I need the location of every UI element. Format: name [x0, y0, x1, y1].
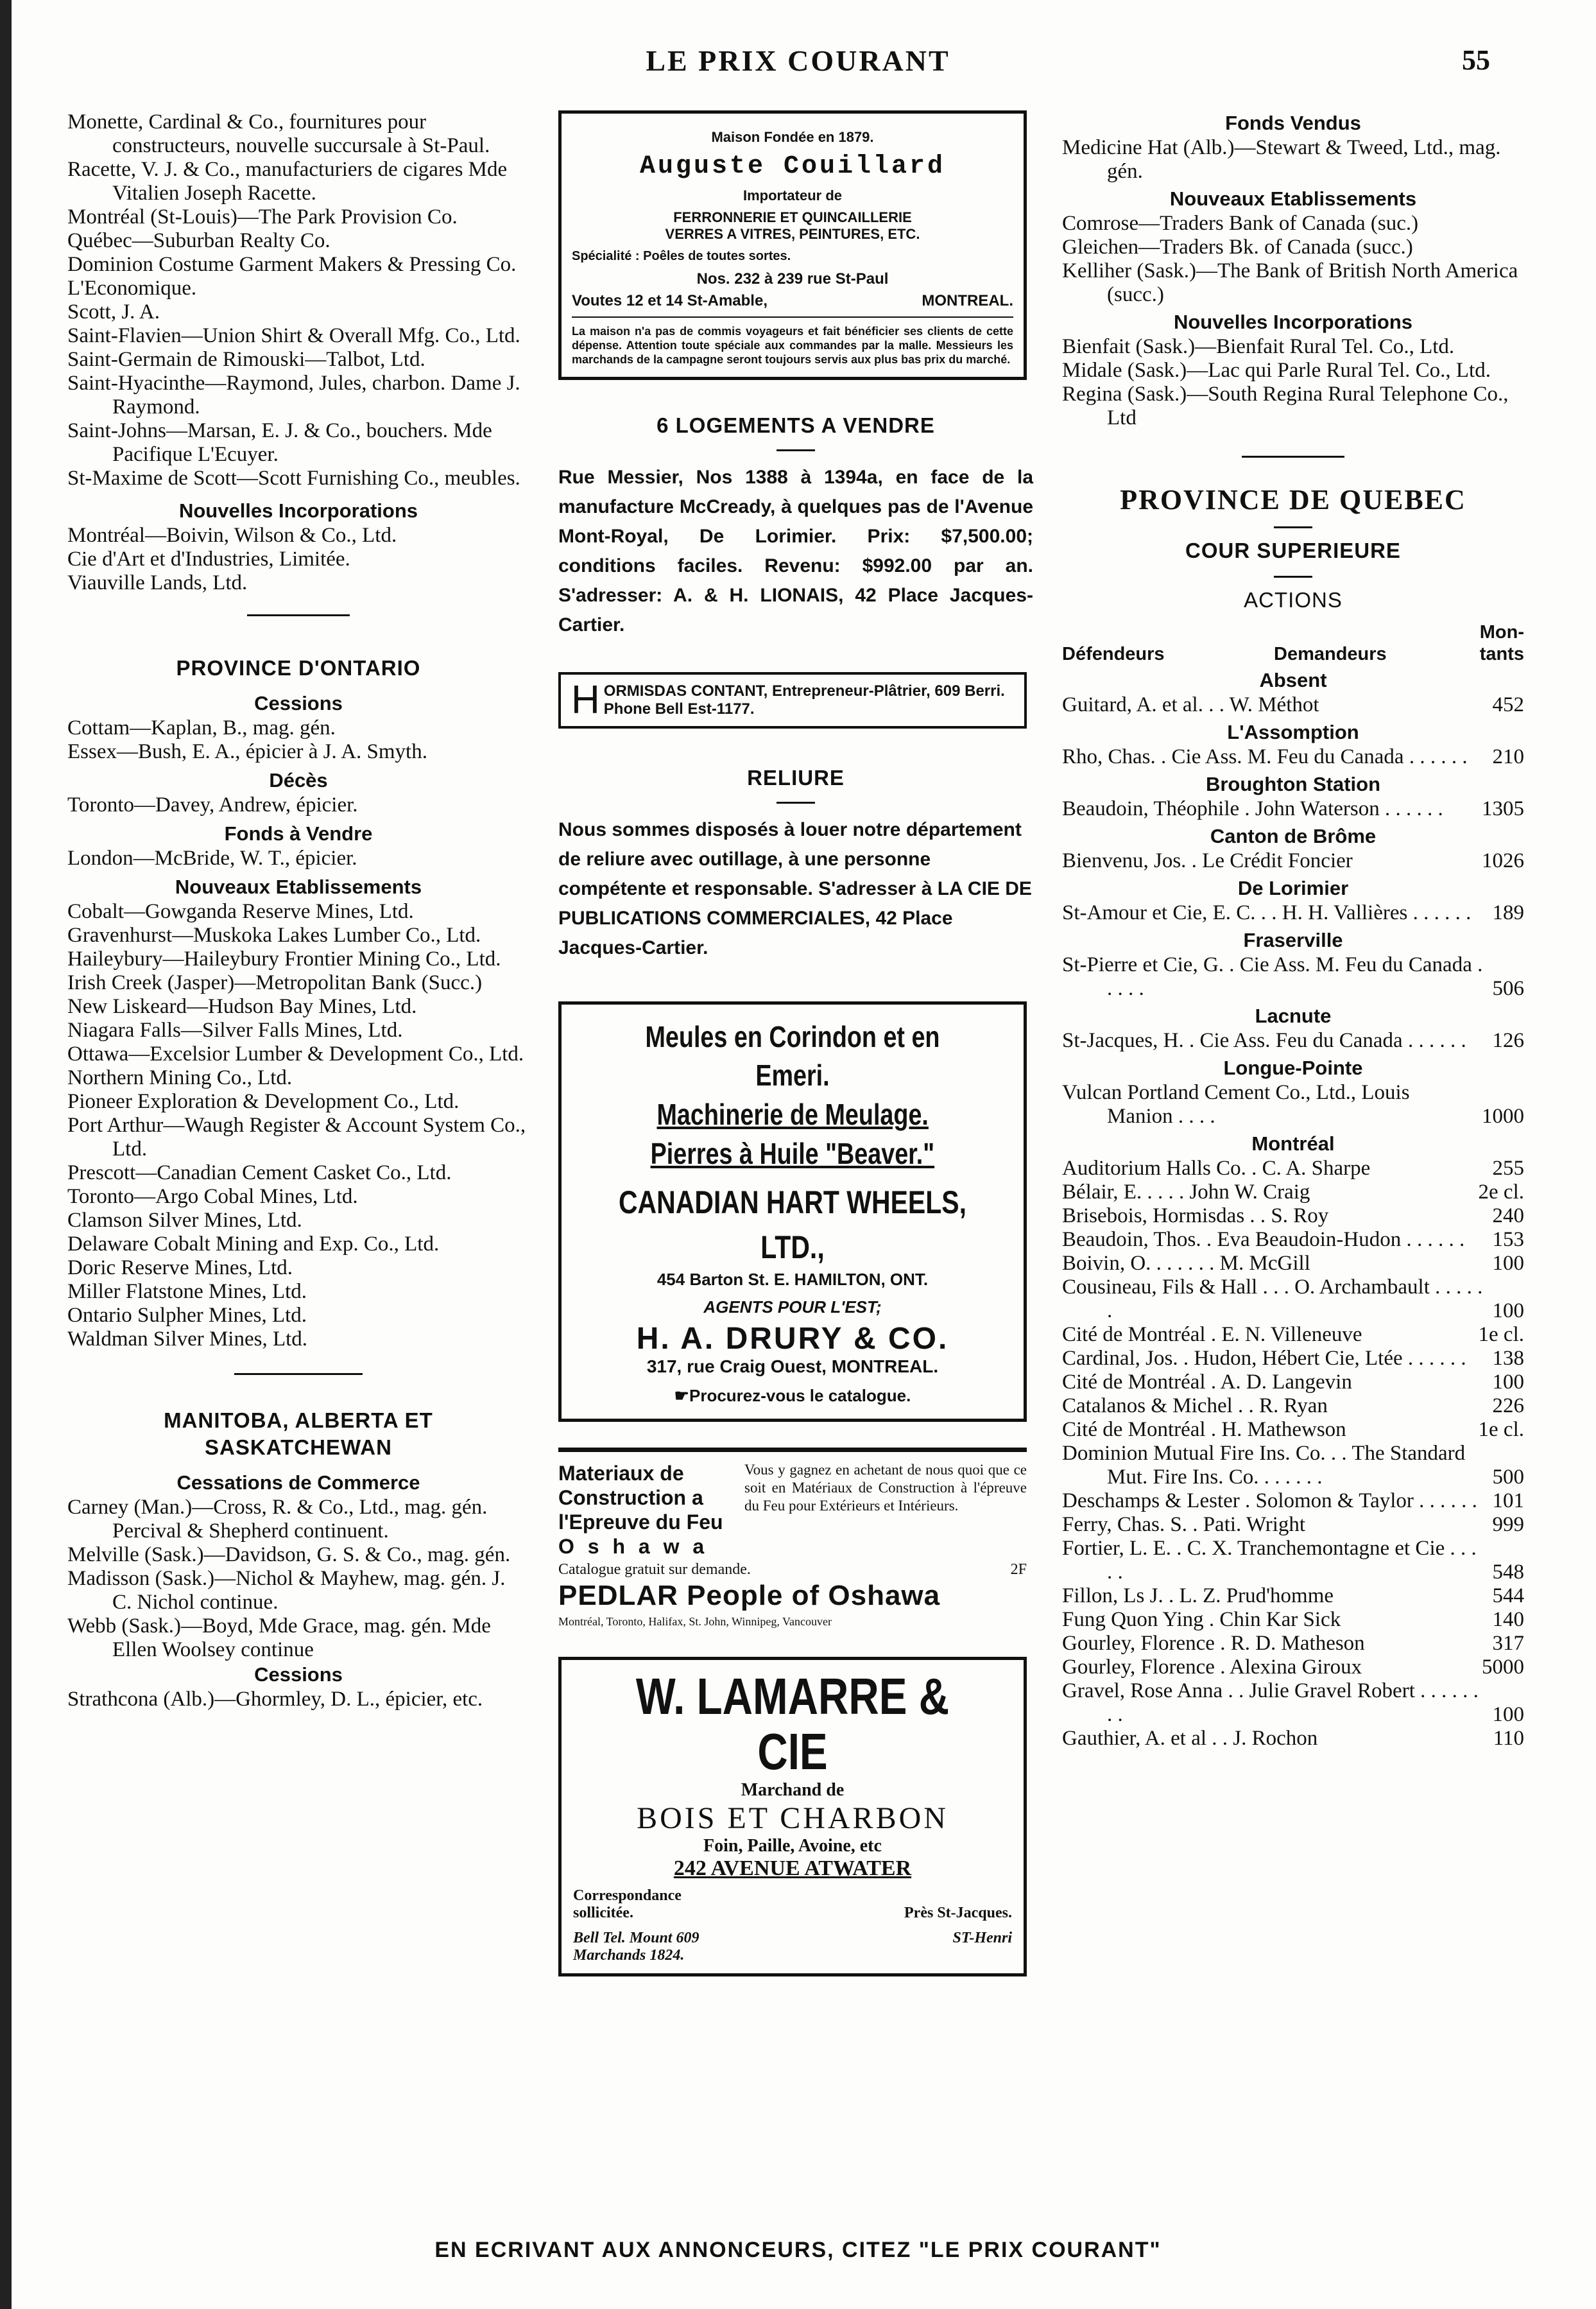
page-number: 55 — [1462, 44, 1490, 76]
table-row — [1062, 1679, 1524, 1727]
table-header — [1062, 621, 1524, 665]
list-item: L'Economique. — [67, 277, 197, 300]
ad-line: l'Epreuve du Feu — [558, 1510, 723, 1534]
notice-title: 6 LOGEMENTS A VENDRE — [656, 413, 935, 437]
action-parties: Gourley, Florence . Alexina Giroux — [1062, 1656, 1362, 1679]
action-amount: 317 — [1492, 1632, 1524, 1655]
table-row — [1062, 1029, 1524, 1053]
list-item: Strathcona (Alb.)—Ghormley, D. L., épicier, etc. — [67, 1688, 483, 1711]
list-item: Toronto—Argo Cobal Mines, Ltd. — [67, 1185, 358, 1208]
section-title: Cessations de Commerce — [176, 1471, 420, 1494]
ad-line: Près St-Jacques. — [904, 1905, 1012, 1921]
ad-line: sollicitée. — [573, 1905, 633, 1921]
action-amount: 100 — [1492, 1371, 1524, 1394]
ad-code: 2F — [1010, 1561, 1027, 1578]
list-item: Cobalt—Gowganda Reserve Mines, Ltd. — [67, 900, 414, 923]
place-heading: Fraserville — [1243, 929, 1343, 951]
ad-contant — [558, 672, 1027, 729]
pointing-hand-icon: ☛ — [674, 1386, 689, 1405]
action-parties: Cité de Montréal . H. Mathewson — [1062, 1418, 1346, 1441]
entries-list — [1062, 212, 1524, 307]
list-item: Montréal (St-Louis)—The Park Provision Co. — [67, 205, 458, 229]
table-row — [1062, 1323, 1524, 1347]
table-row — [1062, 849, 1524, 873]
section-title: Fonds à Vendre — [224, 822, 373, 845]
ad-address: 454 Barton St. E. HAMILTON, ONT. — [656, 1270, 929, 1289]
ad-line: Machinerie de Meulage. — [656, 1098, 929, 1131]
table-row — [1062, 1608, 1524, 1632]
page-header — [0, 44, 1596, 89]
place-heading: Broughton Station — [1205, 773, 1381, 795]
list-item: Dominion Costume Garment Makers & Pressing Co. — [67, 253, 517, 276]
action-parties: Vulcan Portland Cement Co., Ltd., Louis Manion . . . . — [1062, 1081, 1410, 1128]
action-amount: 452 — [1492, 693, 1524, 716]
divider — [234, 1373, 363, 1375]
action-amount: 548 — [1492, 1561, 1524, 1584]
table-row — [1062, 1394, 1524, 1418]
action-parties: Fillon, Ls J. . L. Z. Prud'homme — [1062, 1584, 1334, 1607]
divider — [1274, 526, 1312, 528]
entries-list — [1062, 136, 1524, 184]
action-parties: Ferry, Chas. S. . Pati. Wright — [1062, 1513, 1306, 1536]
entries-list — [67, 847, 529, 870]
list-item: Delaware Cobalt Mining and Exp. Co., Ltd. — [67, 1232, 440, 1256]
action-amount: 1026 — [1482, 849, 1524, 872]
ad-text: Vous y gagnez en achetant de nous quoi que ce soit en Matériaux de Construction à l'épreuve du Feu pour Extérieurs et Intérieurs. — [744, 1462, 1027, 1514]
ad-founded: Maison Fondée en 1879. — [711, 129, 874, 145]
table-row — [1062, 1081, 1524, 1129]
table-row — [1062, 1180, 1524, 1204]
table-row — [1062, 1489, 1524, 1513]
actions-table — [1062, 668, 1524, 1751]
action-amount: 506 — [1492, 977, 1524, 1000]
action-parties: Brisebois, Hormisdas . . S. Roy — [1062, 1204, 1329, 1227]
page-footer: EN ECRIVANT AUX ANNONCEURS, CITEZ "LE PRIX COURANT" — [434, 2238, 1162, 2262]
table-row — [1062, 1632, 1524, 1656]
action-amount: 999 — [1492, 1513, 1524, 1536]
ad-line: AGENTS POUR L'EST; — [703, 1297, 882, 1317]
action-parties: St-Amour et Cie, E. C. . . H. H. Vallières . . . . . . — [1062, 901, 1472, 924]
action-amount: 226 — [1492, 1394, 1524, 1417]
place-heading: Absent — [1259, 669, 1327, 691]
ad-city: MONTREAL. — [922, 292, 1013, 309]
list-item: Webb (Sask.)—Boyd, Mde Grace, mag. gén. Mde Ellen Woolsey continue — [67, 1614, 491, 1661]
table-row — [1062, 1537, 1524, 1584]
divider — [572, 316, 1013, 318]
divider — [777, 802, 815, 804]
ad-address: 242 AVENUE ATWATER — [673, 1856, 912, 1880]
list-item: Bienfait (Sask.)—Bienfait Rural Tel. Co., Ltd. — [1062, 335, 1455, 358]
place-heading: Montréal — [1251, 1132, 1335, 1155]
action-parties: Gourley, Florence . R. D. Matheson — [1062, 1632, 1365, 1655]
entries-list — [67, 1496, 529, 1662]
column-right — [1062, 110, 1524, 1751]
ad-line: FERRONNERIE ET QUINCAILLERIE — [673, 209, 912, 225]
action-amount: 2e cl. — [1478, 1180, 1524, 1204]
table-row — [1062, 1276, 1524, 1323]
ad-note: La maison n'a pas de commis voyageurs et fait bénéficier ses clients de cette dépense. Attention toute spéciale aux commandes par la malle. Messieurs les marchands de la campagne seront toujours servis aux plus bas prix du marché. — [572, 325, 1013, 366]
table-row — [1062, 797, 1524, 821]
ad-meules — [558, 1001, 1027, 1422]
list-item: Midale (Sask.)—Lac qui Parle Rural Tel. Co., Ltd. — [1062, 359, 1491, 382]
action-parties: Gauthier, A. et al . . J. Rochon — [1062, 1727, 1318, 1750]
table-row — [1062, 1656, 1524, 1679]
table-row — [1062, 693, 1524, 717]
entries-list — [67, 1688, 529, 1711]
action-amount: 100 — [1492, 1299, 1524, 1322]
list-item: Gravenhurst—Muskoka Lakes Lumber Co., Ltd. — [67, 924, 481, 947]
ad-phone: Marchands 1824. — [573, 1947, 685, 1964]
place-heading: Longue-Pointe — [1223, 1057, 1363, 1079]
list-item: St-Maxime de Scott—Scott Furnishing Co., meubles. — [67, 467, 520, 490]
table-row — [1062, 953, 1524, 1001]
notice-body: Nous sommes disposés à louer notre département de reliure avec outillage, à une personne compétente et responsable. S'adresser à LA CIE DE PUBLICATIONS COMMERCIALES, 42 Place Jacques-Cartier. — [558, 819, 1032, 958]
list-item: Miller Flatstone Mines, Ltd. — [67, 1280, 307, 1303]
ad-address: 317, rue Craig Ouest, MONTREAL. — [646, 1356, 939, 1376]
actions-title: ACTIONS — [1244, 588, 1343, 612]
action-amount: 1e cl. — [1478, 1418, 1524, 1441]
notice-body: Rue Messier, Nos 1388 à 1394a, en face de la manufacture McCready, à quelques pas de l'Avenue Mont-Royal, De Lorimier. Prix: $7,500.00; conditions faciles. Revenu: $992.00 par an. S'adresser: A. & H. LIONAIS, 42 Place Jacques-Cartier. — [558, 467, 1033, 636]
list-item: Cie d'Art et d'Industries, Limitée. — [67, 548, 350, 571]
table-row — [1062, 1347, 1524, 1371]
ad-company: CANADIAN HART WHEELS, LTD., — [618, 1184, 967, 1265]
divider — [777, 449, 815, 451]
action-parties: Beaudoin, Thos. . Eva Beaudoin-Hudon . . . . . . — [1062, 1228, 1465, 1251]
ad-company: PEDLAR People of Oshawa — [558, 1580, 941, 1611]
action-amount: 153 — [1492, 1228, 1524, 1251]
list-item: Saint-Flavien—Union Shirt & Overall Mfg. Co., Ltd. — [67, 324, 520, 347]
column-header: Mon- tants — [1479, 622, 1524, 664]
action-parties: Dominion Mutual Fire Ins. Co. . . The Standard Mut. Fire Ins. Co. . . . . . . — [1062, 1442, 1466, 1489]
column-header: Défendeurs — [1062, 644, 1165, 664]
section-title: Nouveaux Etablissements — [1169, 187, 1417, 210]
action-amount: 1000 — [1482, 1105, 1524, 1128]
action-parties: Cité de Montréal . A. D. Langevin — [1062, 1371, 1352, 1394]
section-title: Nouvelles Incorporations — [1173, 311, 1413, 333]
list-item: Prescott—Canadian Cement Casket Co., Ltd. — [67, 1161, 452, 1184]
list-item: Haileybury—Haileybury Frontier Mining Co., Ltd. — [67, 947, 501, 971]
action-amount: 100 — [1492, 1703, 1524, 1726]
ad-line: Spécialité : Poêles de toutes sortes. — [572, 249, 791, 263]
table-row — [1062, 1727, 1524, 1751]
list-item: Doric Reserve Mines, Ltd. — [67, 1256, 293, 1279]
place-heading: Lacnute — [1255, 1005, 1332, 1027]
table-row — [1062, 1157, 1524, 1180]
entries-list — [67, 900, 529, 1351]
action-parties: Cardinal, Jos. . Hudon, Hébert Cie, Ltée . . . . . . — [1062, 1347, 1466, 1370]
ad-line: Montréal, Toronto, Halifax, St. John, Winnipeg, Vancouver — [558, 1615, 832, 1628]
table-row — [1062, 1204, 1524, 1228]
list-item: Melville (Sask.)—Davidson, G. S. & Co., mag. gén. — [67, 1543, 511, 1566]
action-parties: Boivin, O. . . . . . . M. McGill — [1062, 1252, 1310, 1275]
ad-couillard — [558, 110, 1027, 380]
section-title: Décès — [269, 769, 328, 791]
action-amount: 1305 — [1482, 797, 1524, 820]
action-parties: Beaudoin, Théophile . John Waterson . . . . . . — [1062, 797, 1443, 820]
action-amount: 100 — [1492, 1252, 1524, 1275]
list-item: Comrose—Traders Bank of Canada (suc.) — [1062, 212, 1419, 235]
divider — [1242, 456, 1344, 458]
list-item: Viauville Lands, Ltd. — [67, 571, 248, 594]
list-item: Racette, V. J. & Co., manufacturiers de cigares Mde Vitalien Joseph Racette. — [67, 158, 508, 205]
action-parties: Deschamps & Lester . Solomon & Taylor . . . . . . — [1062, 1489, 1477, 1512]
entries-list — [67, 716, 529, 764]
list-item: Northern Mining Co., Ltd. — [67, 1066, 293, 1089]
list-item: Irish Creek (Jasper)—Metropolitan Bank (Succ.) — [67, 971, 483, 994]
column-center — [558, 110, 1033, 1976]
action-amount: 5000 — [1482, 1656, 1524, 1679]
list-item: Ottawa—Excelsior Lumber & Development Co., Ltd. — [67, 1042, 524, 1066]
ad-line: Catalogue gratuit sur demande. — [558, 1561, 751, 1578]
ad-address: Nos. 232 à 239 rue St-Paul — [696, 270, 889, 288]
list-item: Kelliher (Sask.)—The Bank of British North America (succ.) — [1062, 259, 1518, 306]
court-title: COUR SUPERIEURE — [1185, 539, 1401, 562]
section-title: Cessions — [254, 692, 343, 714]
action-amount: 101 — [1492, 1489, 1524, 1512]
ad-line: Meules en Corindon et en Emeri. — [645, 1020, 940, 1092]
province-title: PROVINCE DE QUEBEC — [1120, 484, 1466, 515]
ad-line: Pierres à Huile "Beaver." — [650, 1137, 935, 1170]
column-header: Demandeurs — [1274, 644, 1387, 664]
action-amount: 126 — [1492, 1029, 1524, 1052]
table-row — [1062, 1252, 1524, 1276]
divider — [1274, 576, 1312, 578]
action-parties: Gravel, Rose Anna . . Julie Gravel Robert . . . . . . . . — [1062, 1679, 1479, 1726]
list-item: Waldman Silver Mines, Ltd. — [67, 1327, 308, 1351]
action-parties: Cité de Montréal . E. N. Villeneuve — [1062, 1323, 1362, 1346]
action-amount: 544 — [1492, 1584, 1524, 1607]
scan-edge — [0, 0, 12, 2309]
list-item: Saint-Germain de Rimouski—Talbot, Ltd. — [67, 348, 425, 371]
action-parties: Fortier, L. E. . C. X. Tranchemontagne et Cie . . . . . — [1062, 1537, 1477, 1584]
entries-list — [67, 110, 529, 490]
action-parties: Guitard, A. et al. . . W. Méthot — [1062, 693, 1319, 716]
action-amount: 140 — [1492, 1608, 1524, 1631]
action-parties: Fung Quon Ying . Chin Kar Sick — [1062, 1608, 1341, 1631]
section-title: Nouveaux Etablissements — [175, 876, 422, 898]
province-title: MANITOBA, ALBERTA ET SASKATCHEWAN — [164, 1408, 433, 1459]
ad-text: ORMISDAS CONTANT, Entrepreneur-Plâtrier, 609 Berri. Phone Bell Est-1177. — [603, 682, 1005, 718]
divider — [247, 614, 350, 616]
list-item: Essex—Bush, E. A., épicier à J. A. Smyth. — [67, 740, 427, 763]
province-title: PROVINCE D'ONTARIO — [176, 656, 421, 680]
action-amount: 189 — [1492, 901, 1524, 924]
list-item: Montréal—Boivin, Wilson & Co., Ltd. — [67, 524, 397, 547]
list-item: Niagara Falls—Silver Falls Mines, Ltd. — [67, 1019, 403, 1042]
list-item: Scott, J. A. — [67, 300, 160, 324]
ad-line: Materiaux de — [558, 1462, 684, 1485]
action-amount: 110 — [1493, 1727, 1524, 1750]
ad-company: W. LAMARRE & CIE — [635, 1668, 950, 1780]
list-item: Port Arthur—Waugh Register & Account System Co., Ltd. — [67, 1114, 526, 1161]
ad-city: ST-Henri — [952, 1930, 1012, 1946]
ad-initial: H — [571, 678, 600, 722]
list-item: London—McBride, W. T., épicier. — [67, 847, 357, 870]
table-row — [1062, 745, 1524, 769]
list-item: Madisson (Sask.)—Nichol & Mayhew, mag. gén. J. C. Nichol continue. — [67, 1567, 506, 1614]
action-parties: St-Pierre et Cie, G. . Cie Ass. M. Feu du Canada . . . . . — [1062, 953, 1483, 1000]
ad-line: O s h a w a — [558, 1535, 708, 1558]
ad-agent-name: H. A. DRURY & CO. — [636, 1322, 949, 1356]
table-row — [1062, 901, 1524, 925]
ad-line: VERRES A VITRES, PEINTURES, ETC. — [665, 226, 920, 242]
action-parties: Cousineau, Fils & Hall . . . O. Archambault . . . . . . — [1062, 1276, 1483, 1322]
action-parties: Rho, Chas. . Cie Ass. M. Feu du Canada . . . . . . — [1062, 745, 1468, 768]
ad-pedlar — [558, 1448, 1027, 1631]
list-item: Carney (Man.)—Cross, R. & Co., Ltd., mag. gén. Percival & Shepherd continuent. — [67, 1496, 488, 1543]
ad-line: Importateur de — [742, 187, 843, 203]
journal-title: LE PRIX COURANT — [646, 44, 950, 77]
ad-company-name: Auguste Couillard — [639, 152, 946, 181]
action-parties: Bélair, E. . . . . John W. Craig — [1062, 1180, 1310, 1204]
list-item: Québec—Suburban Realty Co. — [67, 229, 330, 252]
action-amount: 1e cl. — [1478, 1323, 1524, 1346]
action-parties: Catalanos & Michel . . R. Ryan — [1062, 1394, 1328, 1417]
action-amount: 138 — [1492, 1347, 1524, 1370]
list-item: Gleichen—Traders Bk. of Canada (succ.) — [1062, 236, 1413, 259]
place-heading: De Lorimier — [1237, 877, 1349, 899]
ad-lamarre — [558, 1657, 1027, 1976]
list-item: New Liskeard—Hudson Bay Mines, Ltd. — [67, 995, 417, 1018]
place-heading: Canton de Brôme — [1210, 825, 1377, 847]
entries-list — [67, 524, 529, 595]
section-title: Fonds Vendus — [1225, 112, 1361, 134]
place-heading: L'Assomption — [1227, 721, 1359, 743]
list-item: Medicine Hat (Alb.)—Stewart & Tweed, Ltd., mag. gén. — [1062, 136, 1501, 183]
ad-address: Voutes 12 et 14 St-Amable, — [572, 292, 768, 309]
action-amount: 240 — [1492, 1204, 1524, 1227]
entries-list — [67, 793, 529, 817]
column-left — [67, 110, 529, 1711]
list-item: Saint-Johns—Marsan, E. J. & Co., bouchers. Mde Pacifique L'Ecuyer. — [67, 419, 492, 466]
list-item: Regina (Sask.)—South Regina Rural Telephone Co., Ltd — [1062, 383, 1509, 429]
action-parties: Bienvenu, Jos. . Le Crédit Foncier — [1062, 849, 1353, 872]
ad-line: Correspondance — [573, 1887, 682, 1904]
list-item: Clamson Silver Mines, Ltd. — [67, 1209, 302, 1232]
ad-line: Marchand de — [741, 1780, 845, 1800]
table-row — [1062, 1228, 1524, 1252]
list-item: Pioneer Exploration & Development Co., Ltd. — [67, 1090, 459, 1113]
ad-phone: Bell Tel. Mount 609 — [573, 1930, 699, 1946]
ad-line: ☛Procurez-vous le catalogue. — [674, 1386, 911, 1405]
ad-line: Foin, Paille, Avoine, etc — [703, 1836, 882, 1856]
list-item: Monette, Cardinal & Co., fournitures pour constructeurs, nouvelle succursale à St-Paul. — [67, 110, 490, 157]
list-item: Saint-Hyacinthe—Raymond, Jules, charbon. Dame J. Raymond. — [67, 372, 520, 419]
table-row — [1062, 1371, 1524, 1394]
table-row — [1062, 1442, 1524, 1489]
table-row — [1062, 1418, 1524, 1442]
entries-list — [1062, 335, 1524, 430]
table-row — [1062, 1513, 1524, 1537]
table-row — [1062, 1584, 1524, 1608]
list-item: Ontario Sulpher Mines, Ltd. — [67, 1304, 307, 1327]
action-parties: Auditorium Halls Co. . C. A. Sharpe — [1062, 1157, 1371, 1180]
list-item: Cottam—Kaplan, B., mag. gén. — [67, 716, 336, 739]
section-title: Cessions — [254, 1663, 343, 1686]
notice-title: RELIURE — [747, 766, 845, 790]
ad-line: Construction a — [558, 1486, 703, 1509]
list-item: Toronto—Davey, Andrew, épicier. — [67, 793, 358, 817]
action-amount: 500 — [1492, 1466, 1524, 1489]
ad-line: BOIS ET CHARBON — [637, 1801, 948, 1835]
section-title: Nouvelles Incorporations — [178, 499, 418, 522]
action-amount: 255 — [1492, 1157, 1524, 1180]
action-parties: St-Jacques, H. . Cie Ass. Feu du Canada . . . . . . — [1062, 1029, 1466, 1052]
action-amount: 210 — [1492, 745, 1524, 768]
